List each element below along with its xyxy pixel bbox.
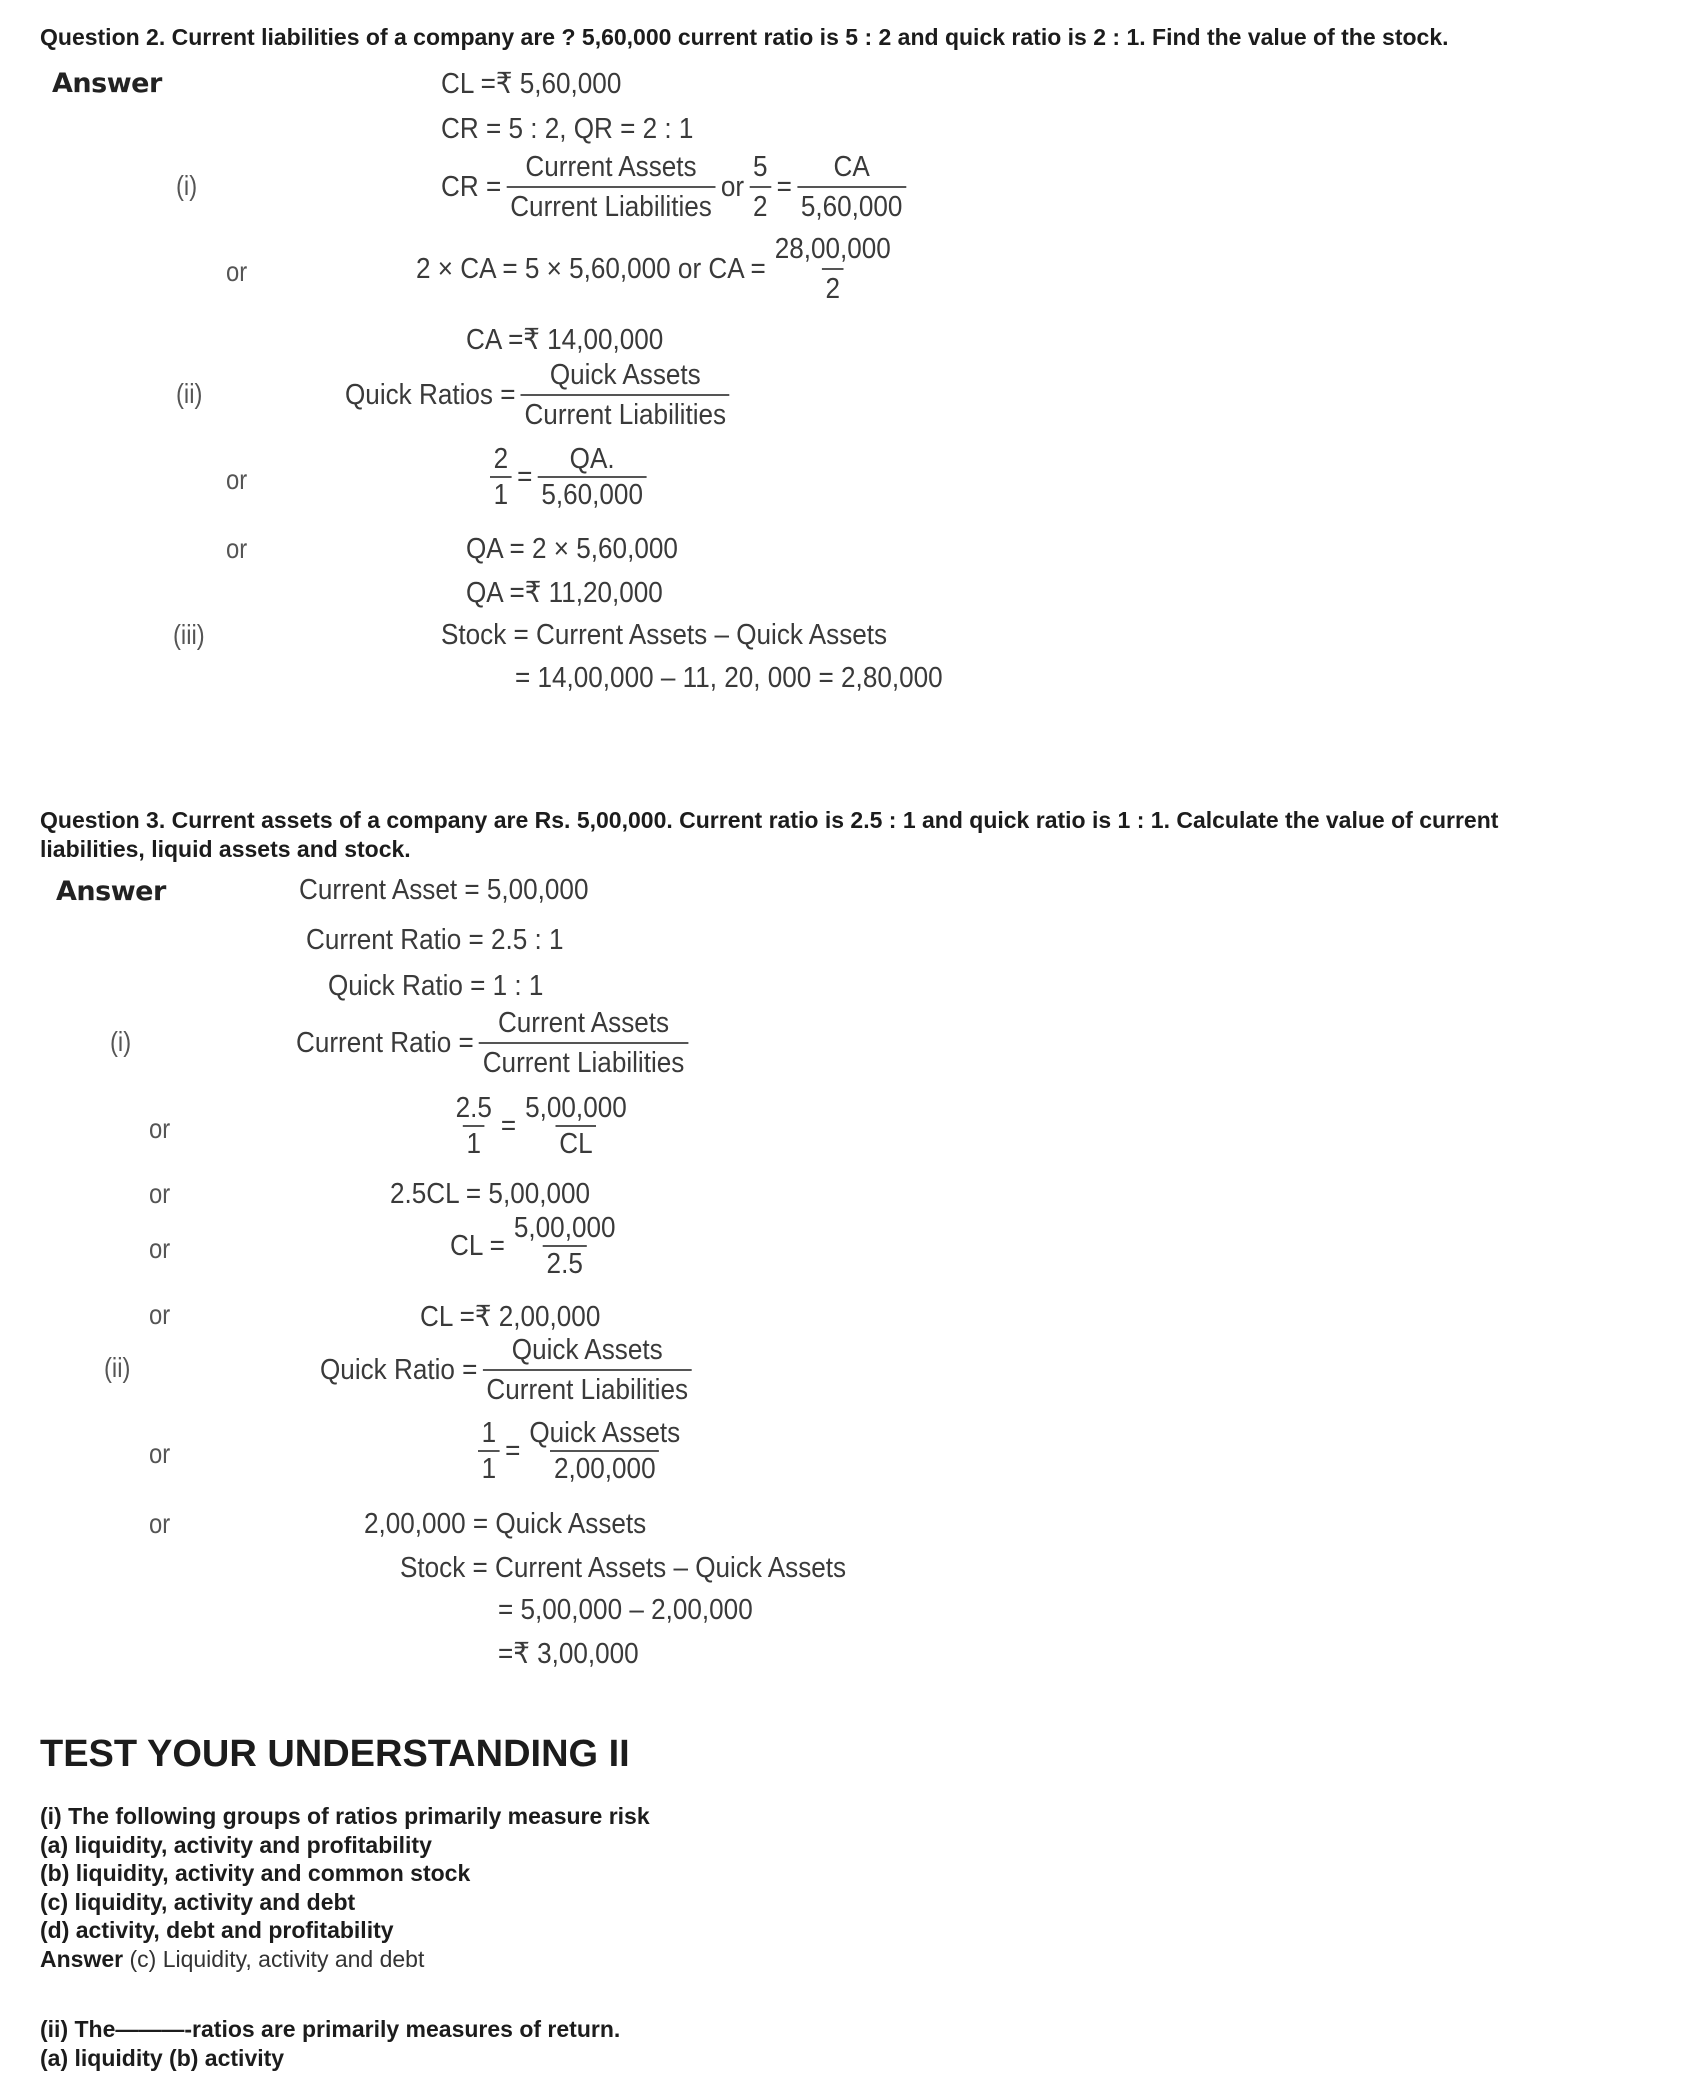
equation-current-asset: Current Asset = 5,00,000 [299,874,589,906]
qr-lhs: Quick Ratios = [345,378,516,411]
question-3-title-line-2: liabilities, liquid assets and stock. [40,836,411,862]
numerator: 5,00,000 [525,1092,627,1124]
equals-sign: = [505,1434,521,1467]
numerator: Quick Assets [511,1334,663,1366]
mcq-1-option-d: (d) activity, debt and profitability [40,1917,394,1943]
numerator: 28,00,000 [774,233,891,265]
cl-lhs: CL = [450,1229,505,1262]
or-label: or [149,1233,171,1264]
or-label: or [226,256,248,287]
numerator: 1 [481,1417,497,1449]
equation-current-ratio: Current Ratio = 2.5 : 1 [306,924,564,956]
denominator: 2 [749,186,771,226]
mcq-1-prompt: (i) The following groups of ratios primarily measure risk [40,1803,650,1829]
fraction-500000-over-cl [522,1091,631,1161]
equation-cl-fraction [450,1211,619,1281]
fraction-500000-over-2-5 [510,1211,619,1281]
question-3-title-line-1: Question 3. Current assets of a company are Rs. 5,00,000. Current ratio is 2.5 : 1 and quick ratio is 1 : 1. Calculate the value of current [40,807,1499,833]
mcq-1-option-a: (a) liquidity, activity and profitability [40,1831,432,1858]
fraction-ca-over-560000 [797,148,906,226]
numerator: 2 [493,443,509,475]
equation-stock-formula: Stock = Current Assets – Quick Assets [400,1552,847,1584]
or-label: or [149,1299,171,1330]
mcq-1 [40,1802,650,1973]
equation-qa-result: 2,00,000 = Quick Assets [364,1508,647,1540]
step-label-i: (i) [176,170,198,201]
question-2-title: Question 2. Current liabilities of a company are ? 5,60,000 current ratio is 5 : 2 and quick ratio is 2 : 1. Find the value of the stock. [40,24,1449,50]
mcq-2 [40,2015,620,2072]
denominator: 2 [822,268,844,308]
qr-lhs: Quick Ratio = [320,1353,478,1386]
equation-cl-result: CL =₹ 2,00,000 [420,1301,601,1333]
fraction-1-over-1 [478,1416,500,1486]
equation-text: 2 × CA = 5 × 5,60,000 or CA = [416,252,766,285]
denominator: CL [556,1125,597,1161]
numerator: Current Assets [497,1007,670,1039]
denominator: 2,00,000 [550,1450,659,1486]
or-label: or [226,533,248,564]
equation-2-over-1 [490,442,647,512]
fraction-2-over-1 [490,442,512,512]
equation-stock-calc: = 5,00,000 – 2,00,000 [498,1594,753,1626]
denominator: Current Liabilities [483,1369,692,1409]
cr-lhs: Current Ratio = [296,1026,474,1059]
step-label-i: (i) [110,1026,132,1057]
denominator: Current Liabilities [507,186,716,226]
or-word: or [720,170,745,203]
equation-cl: CL =₹ 5,60,000 [441,68,622,100]
step-label-iii: (iii) [173,619,205,650]
equation-stock-result: = 14,00,000 – 11, 20, 000 = 2,80,000 [515,662,943,694]
equation-cr-fraction [441,148,906,226]
section-heading: TEST YOUR UNDERSTANDING II [40,1733,630,1775]
numerator: Quick Assets [549,359,701,391]
fraction-ca-over-cl [479,1004,688,1082]
equation-2-5-over-1 [452,1091,630,1161]
or-label: or [226,464,248,495]
answer-label: Answer [56,876,166,907]
equation-quick-ratio-fraction [320,1331,692,1409]
equation-cr-qr: CR = 5 : 2, QR = 2 : 1 [441,113,694,145]
step-label-ii: (ii) [176,378,203,409]
denominator: Current Liabilities [479,1042,688,1082]
numerator: 5,00,000 [513,1212,616,1244]
fraction-qa-over-200000 [526,1416,684,1486]
numerator: 2.5 [455,1092,492,1124]
mcq-1-option-b: (b) liquidity, activity and common stock [40,1860,471,1886]
equation-qa-result: QA =₹ 11,20,000 [466,577,663,609]
or-label: or [149,1438,171,1469]
numerator: Current Assets [525,151,697,183]
or-label: or [149,1113,171,1144]
equation-2-5cl: 2.5CL = 5,00,000 [390,1178,591,1210]
numerator: Quick Assets [529,1417,681,1449]
mcq-2-prompt: (ii) The———-ratios are primarily measures of return. [40,2016,621,2042]
denominator: 1 [490,476,512,512]
fraction-qa-over-cl [521,356,730,434]
equation-current-ratio-fraction [296,1004,688,1082]
mcq-2-options: (a) liquidity (b) activity [40,2044,285,2071]
equals-sign: = [500,1109,517,1142]
denominator: 5,60,000 [538,476,647,512]
fraction-ca-over-cl [507,148,716,226]
answer-text: (c) Liquidity, activity and debt [129,1945,425,1972]
fraction-qa-over-cl [483,1331,692,1409]
denominator: Current Liabilities [521,394,730,434]
denominator: 5,60,000 [797,186,906,226]
answer-label: Answer [40,1945,124,1972]
mcq-1-answer [40,1945,650,1974]
equals-sign: = [776,170,792,203]
equation-stock-formula: Stock = Current Assets – Quick Assets [441,619,888,651]
mcq-1-option-c: (c) liquidity, activity and debt [40,1888,356,1915]
or-label: or [149,1508,171,1539]
fraction-5-over-2 [749,148,771,226]
denominator: 1 [463,1125,485,1161]
equation-quick-ratio [345,356,730,434]
or-label: or [149,1178,171,1209]
answer-label: Answer [52,68,162,99]
equation-2ca [416,230,894,308]
fraction-2800000-over-2 [771,230,894,308]
numerator: CA [833,151,870,183]
cr-lhs: CR = [441,170,502,203]
denominator: 1 [478,1450,500,1486]
step-label-ii: (ii) [104,1352,131,1383]
equation-stock-result: =₹ 3,00,000 [498,1638,639,1670]
equation-qa-calc: QA = 2 × 5,60,000 [466,533,678,565]
fraction-qa-over-560000 [538,442,647,512]
numerator: 5 [753,151,768,183]
denominator: 2.5 [543,1245,586,1281]
equation-ca-result: CA =₹ 14,00,000 [466,324,664,356]
numerator: QA. [569,443,615,475]
equals-sign: = [517,460,533,493]
equation-1-over-1 [478,1416,684,1486]
fraction-2-5-over-1 [452,1091,495,1161]
equation-quick-ratio: Quick Ratio = 1 : 1 [328,970,544,1002]
